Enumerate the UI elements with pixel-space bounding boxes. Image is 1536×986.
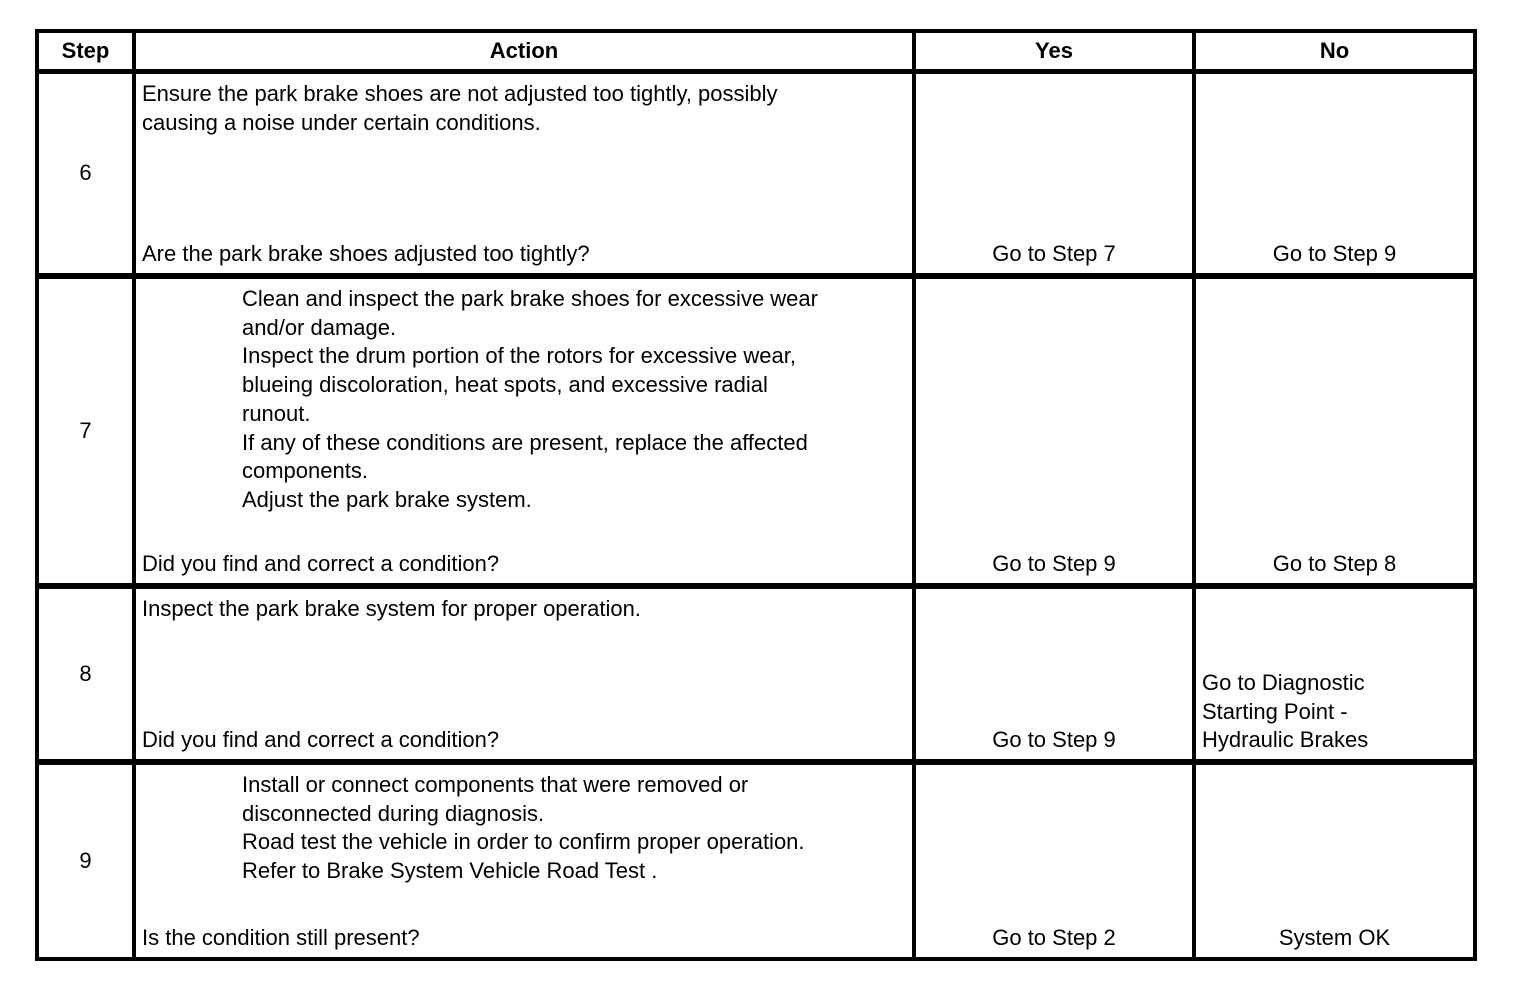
- yes-result-text: Go to Step 7: [992, 241, 1116, 267]
- diagnostic-table: [35, 29, 1477, 961]
- no-result-text: [1202, 669, 1368, 755]
- action-step-line: Road test the vehicle in order to confirm proper operation.: [242, 829, 805, 855]
- yes-result-text: Go to Step 9: [992, 551, 1116, 577]
- action-step-line: Clean and inspect the park brake shoes for excessive wear: [242, 286, 818, 311]
- action-question: Are the park brake shoes adjusted too tightly?: [142, 241, 590, 267]
- table-row-no-result: [1196, 74, 1473, 273]
- action-text-line: Ensure the park brake shoes are not adjusted too tightly, possibly: [142, 81, 778, 106]
- table-row-step-number: 6: [39, 74, 132, 273]
- no-result-text: Go to Step 9: [1272, 241, 1397, 267]
- action-steps-list: [242, 771, 906, 886]
- action-step-line: Inspect the drum portion of the rotors for excessive wear,: [242, 343, 796, 369]
- yes-result-text: Go to Step 9: [992, 727, 1116, 753]
- action-question: Did you find and correct a condition?: [142, 727, 500, 753]
- action-step-line: If any of these conditions are present, replace the affected: [242, 429, 808, 455]
- table-row-yes-result: [916, 74, 1192, 273]
- action-step-line: blueing discoloration, heat spots, and excessive radial: [242, 372, 768, 398]
- action-instructions: [142, 80, 906, 137]
- table-row-step-number: 9: [39, 765, 132, 957]
- no-result-text: System OK: [1278, 925, 1391, 951]
- table-row-no-result: [1196, 279, 1473, 583]
- no-result-line: Starting Point -: [1202, 698, 1348, 724]
- table-row-no-result: [1196, 589, 1473, 759]
- no-result-line: Go to Diagnostic: [1202, 669, 1365, 695]
- action-text-line: Inspect the park brake system for proper operation.: [142, 596, 641, 621]
- table-row-yes-result: [916, 589, 1192, 759]
- no-result-line: Hydraulic Brakes: [1202, 727, 1369, 753]
- action-step-line: disconnected during diagnosis.: [242, 800, 545, 826]
- table-row-no-result: [1196, 765, 1473, 957]
- table-row-action: [136, 74, 912, 273]
- no-result-text: Go to Step 8: [1272, 551, 1397, 577]
- action-step-line: Refer to Brake System Vehicle Road Test .: [242, 858, 658, 884]
- action-question: Did you find and correct a condition?: [142, 551, 500, 577]
- table-row-step-number: 8: [39, 589, 132, 759]
- header-action: Action: [136, 33, 912, 69]
- table-row-action: [136, 279, 912, 583]
- table-row-yes-result: [916, 765, 1192, 957]
- action-instructions: [142, 595, 906, 624]
- table-row-action: [136, 765, 912, 957]
- header-yes: Yes: [916, 33, 1192, 69]
- action-text-line: causing a noise under certain conditions.: [142, 109, 541, 135]
- action-step-line: runout.: [242, 400, 311, 426]
- action-question: Is the condition still present?: [142, 925, 420, 951]
- header-no: No: [1196, 33, 1473, 69]
- table-row-step-number: 7: [39, 279, 132, 583]
- action-step-line: and/or damage.: [242, 314, 397, 340]
- table-row-action: [136, 589, 912, 759]
- action-step-line: Adjust the park brake system.: [242, 486, 532, 512]
- action-step-line: Install or connect components that were removed or: [242, 772, 749, 797]
- action-step-line: components.: [242, 458, 368, 484]
- table-row-yes-result: [916, 279, 1192, 583]
- header-step: Step: [39, 33, 132, 69]
- action-steps-list: [242, 285, 906, 515]
- yes-result-text: Go to Step 2: [992, 925, 1116, 951]
